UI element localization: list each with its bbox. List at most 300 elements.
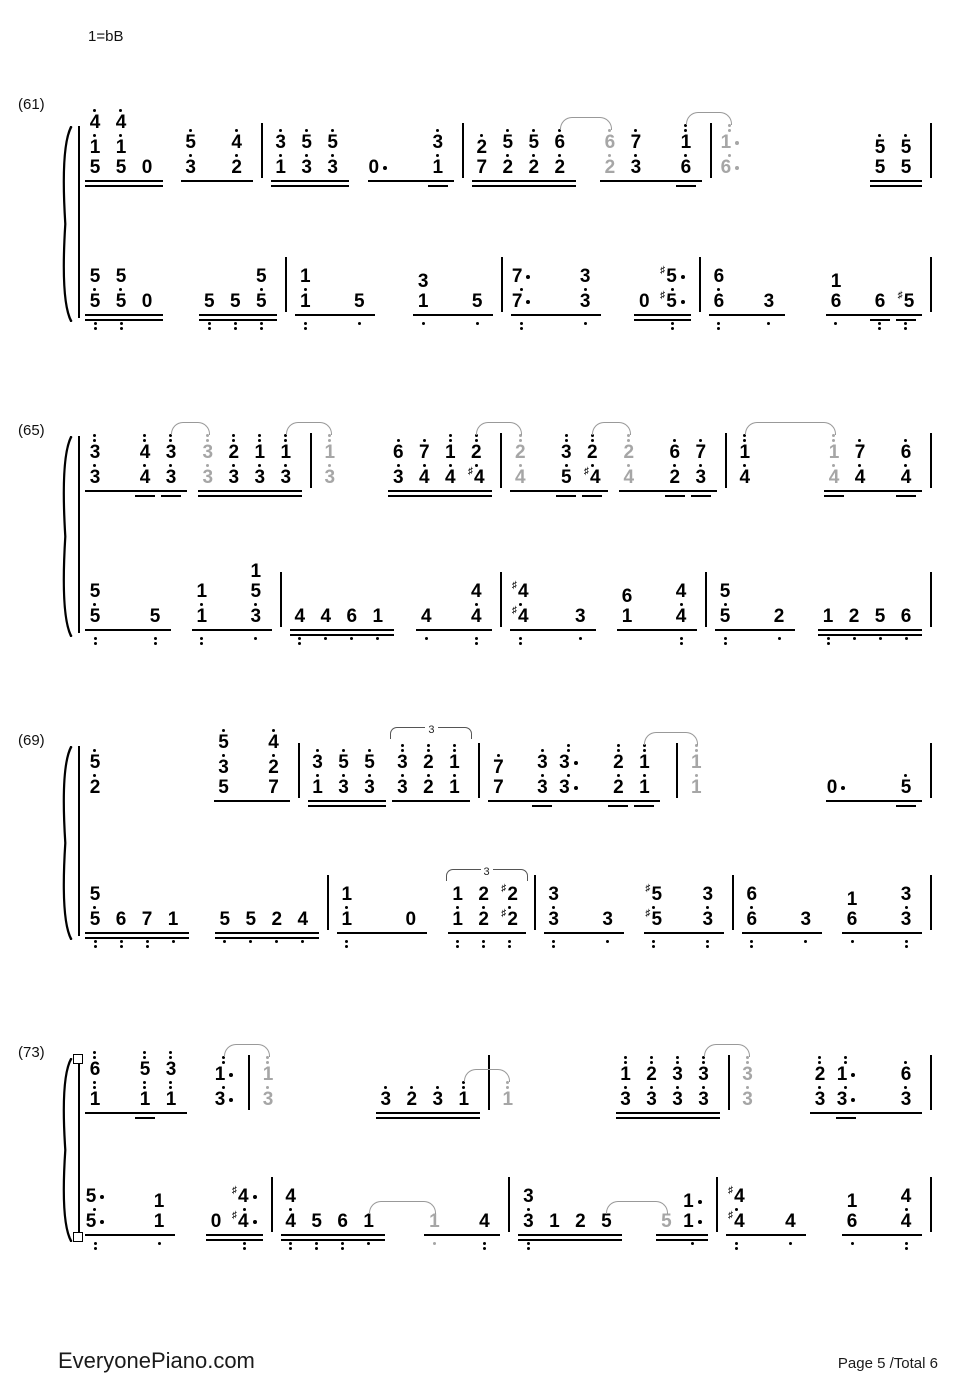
system-start-line [78, 1058, 80, 1238]
octave-dot [223, 940, 226, 943]
octave-dot [304, 327, 307, 330]
octave-dot [671, 322, 674, 325]
note-digitline [901, 607, 912, 627]
chord-note [263, 1055, 274, 1085]
note-digitline [251, 582, 262, 602]
note-digit: 4 [518, 606, 529, 627]
octave-dot [671, 327, 674, 330]
note-digit: 5 [903, 291, 915, 312]
note-digit: 2 [613, 752, 624, 773]
note-digitline [202, 443, 213, 463]
note-digit: 1 [299, 291, 311, 312]
triplet-number: 3 [481, 866, 493, 878]
octave-dots-below [376, 636, 379, 641]
octave-dot [905, 1242, 908, 1245]
note-digit: 5 [301, 132, 312, 153]
staff-lower [85, 866, 940, 946]
main-note [472, 292, 483, 312]
octave-dots-below [508, 939, 511, 949]
tie-arc [644, 732, 698, 745]
beam-group [199, 267, 277, 328]
main-note [523, 1212, 534, 1232]
note-digit: 5 [89, 266, 101, 287]
note-digitline [631, 158, 642, 178]
augmentation-dot [841, 786, 845, 790]
chord-note [831, 272, 842, 292]
note-digitline [268, 778, 279, 798]
note-digitline [364, 778, 375, 798]
note-cell [359, 1212, 379, 1248]
chord-note [338, 748, 349, 773]
note-digitline [646, 1065, 657, 1085]
main-note [823, 607, 834, 627]
note-cell [668, 1055, 688, 1126]
note-digitline [676, 582, 687, 602]
barline [488, 1055, 490, 1110]
note-cell [320, 433, 340, 504]
note-digitline [698, 1090, 709, 1110]
beam-group [448, 866, 526, 946]
note-digitline [338, 753, 349, 773]
tie-arc [286, 422, 332, 435]
beam-line [198, 495, 302, 497]
augmentation-dot [253, 1220, 257, 1224]
octave-dot [676, 1056, 679, 1059]
note-cell [498, 1080, 518, 1126]
note-digitline [669, 443, 680, 463]
note-digit: 7 [419, 442, 430, 463]
note-digitline [721, 158, 740, 178]
note-digit: 5 [89, 581, 101, 602]
beam-group [85, 108, 163, 194]
system-brace [59, 436, 73, 637]
octave-dots-below [367, 1241, 370, 1246]
note-digit: 3 [698, 1089, 709, 1110]
beam-group [85, 433, 187, 504]
chord-note [218, 728, 229, 753]
note-cell [844, 607, 864, 643]
note-digitline [742, 1065, 753, 1085]
note-digitline [116, 138, 127, 158]
note-cell [392, 743, 412, 814]
chord-note [901, 438, 912, 463]
augmentation-dot [100, 1195, 104, 1199]
main-note [901, 607, 912, 627]
beam-line-short [556, 495, 576, 497]
chord-note [698, 1055, 709, 1085]
note-digit: 3 [900, 884, 912, 905]
octave-dot [260, 322, 263, 325]
note-digitline [312, 778, 323, 798]
note-digit: 1 [214, 1064, 226, 1085]
note-digit: 5 [89, 884, 101, 905]
note-digit: 3 [548, 909, 559, 930]
main-note [646, 1085, 657, 1110]
chord-note [502, 128, 513, 153]
note-digitline [405, 910, 416, 930]
tie-arc [560, 117, 612, 130]
note-digitline [295, 607, 306, 627]
octave-dots-below [200, 636, 203, 646]
note-cell [85, 1050, 105, 1126]
note-digitline [397, 778, 408, 798]
note-digitline [512, 292, 531, 312]
note-cell [810, 1055, 830, 1126]
main-note [271, 910, 282, 930]
octave-dots-below [154, 636, 157, 646]
note-digit: 2 [613, 777, 624, 798]
octave-dot [508, 940, 511, 943]
octave-dot [120, 322, 123, 325]
note-cell [826, 272, 846, 328]
note-digitline [691, 778, 702, 798]
chord-note [432, 128, 443, 153]
note-cell [686, 743, 706, 814]
note-cell [111, 910, 131, 946]
barline [462, 123, 464, 178]
chord-note [660, 267, 685, 292]
main-note [831, 292, 842, 312]
octave-dot [243, 1242, 246, 1245]
octave-dot [94, 945, 97, 948]
sharp-sign: ♯ [501, 908, 507, 919]
note-cell [466, 582, 486, 643]
octave-dot [433, 1242, 436, 1245]
main-note [204, 292, 215, 312]
note-digitline [476, 138, 487, 158]
chord-note [197, 582, 208, 607]
note-cell [416, 607, 436, 643]
main-note [86, 1212, 105, 1232]
octave-dots-below [425, 636, 428, 641]
main-note [703, 910, 714, 930]
note-cell [215, 910, 235, 946]
note-digitline [90, 885, 101, 905]
note-cell [206, 1212, 226, 1248]
note-digitline [154, 1212, 165, 1232]
measure [85, 885, 319, 946]
note-digitline [503, 1090, 514, 1110]
note-digitline [672, 1065, 683, 1085]
chord-note [559, 743, 578, 773]
octave-dot [120, 940, 123, 943]
note-cell [715, 582, 735, 643]
main-note [211, 1212, 222, 1232]
note-digit: 1 [363, 1211, 374, 1232]
note-digitline [502, 133, 513, 153]
augmentation-dot [383, 166, 387, 170]
chord-note [154, 1192, 165, 1212]
note-digit: 3 [579, 266, 591, 287]
note-digitline [215, 1065, 234, 1085]
main-note [418, 292, 429, 312]
main-note [312, 773, 323, 798]
note-digit: 1 [620, 1064, 631, 1085]
octave-dots-below [680, 636, 683, 646]
beam-line-short [896, 319, 916, 321]
note-cell [145, 607, 165, 643]
octave-dots-below [724, 636, 727, 646]
main-note [231, 153, 242, 178]
main-note [90, 292, 101, 312]
note-digit: 6 [713, 291, 725, 312]
octave-dots-below [706, 939, 709, 949]
note-digitline [695, 468, 706, 488]
note-digit: 3 [250, 606, 262, 627]
note-digitline [549, 1212, 560, 1232]
note-digit: 3 [275, 132, 286, 153]
barline [310, 433, 312, 488]
beam-group [656, 1192, 708, 1248]
beam-group [810, 1055, 922, 1126]
chord-note [116, 267, 127, 292]
chord-note [631, 128, 642, 153]
main-note [631, 153, 642, 178]
beam-line [85, 319, 163, 321]
note-digit: 2 [268, 757, 279, 778]
note-digitline [695, 443, 706, 463]
octave-dot [834, 322, 837, 325]
beam-group [85, 267, 163, 328]
note-cell [896, 773, 916, 814]
note-cell [826, 778, 846, 814]
note-cell [402, 1085, 422, 1126]
note-digit: 1 [549, 1211, 560, 1232]
note-digitline [419, 443, 430, 463]
note-digitline [478, 885, 489, 905]
octave-dots-below [879, 636, 882, 641]
main-note [739, 463, 750, 488]
note-cell [842, 890, 862, 946]
main-note [397, 773, 408, 798]
main-note [166, 1080, 177, 1110]
octave-dots-below [652, 939, 655, 949]
augmentation-dot [735, 166, 739, 170]
chord-note [742, 1055, 753, 1085]
note-digitline [620, 1090, 631, 1110]
chord-note [423, 743, 434, 773]
note-digit: 2 [554, 157, 566, 178]
note-digit: 3 [579, 291, 591, 312]
note-digit: 2 [669, 467, 681, 488]
note-digitline [639, 753, 650, 773]
octave-dot [143, 434, 146, 437]
chord-note [512, 267, 531, 292]
note-cell [896, 607, 916, 643]
note-digit: 5 [250, 581, 262, 602]
main-note [150, 607, 161, 627]
octave-dot [606, 940, 609, 943]
main-note [90, 773, 101, 798]
note-cell [665, 438, 685, 504]
note-digitline [324, 468, 335, 488]
note-digit: 2 [478, 909, 489, 930]
beam-group [715, 582, 795, 643]
beam-group [644, 885, 724, 946]
octave-dot [298, 642, 301, 645]
main-note [613, 773, 624, 798]
beam-group [85, 1187, 175, 1248]
barline [930, 123, 932, 178]
note-digitline [646, 910, 663, 930]
octave-dot [301, 940, 304, 943]
main-note [232, 1212, 257, 1232]
note-digit: 1 [739, 442, 751, 463]
chord-note [231, 128, 242, 153]
beam-line [510, 629, 596, 631]
note-cell [598, 910, 618, 946]
main-note [368, 158, 387, 178]
tie-arc [369, 1201, 437, 1214]
note-digit: 1 [280, 442, 292, 463]
beam-line [308, 800, 386, 802]
beam-line [281, 1234, 385, 1236]
main-note [285, 1212, 296, 1232]
note-digit: 5 [89, 606, 101, 627]
beam-line-short [691, 495, 711, 497]
chord-note [116, 108, 127, 133]
octave-dot [208, 322, 211, 325]
beam-line [413, 314, 493, 316]
note-cell [735, 433, 755, 504]
octave-dot [527, 1247, 530, 1250]
main-note [405, 910, 416, 930]
augmentation-dot [229, 1098, 233, 1102]
note-cell [448, 885, 468, 946]
chord-note [847, 890, 858, 910]
measure [686, 743, 922, 814]
beam-group [826, 272, 922, 328]
note-digitline [393, 468, 404, 488]
beam-line-short [676, 185, 696, 187]
beam-group [192, 562, 272, 643]
main-note [301, 153, 312, 178]
chord-note [739, 433, 750, 463]
note-cell [575, 267, 595, 328]
note-digit: 6 [900, 606, 912, 627]
note-digitline [714, 267, 725, 287]
note-digit: 2 [575, 1211, 586, 1232]
chord-note [646, 885, 663, 910]
note-cell [428, 1085, 448, 1126]
octave-dot [584, 322, 587, 325]
chord-note [815, 1055, 826, 1085]
note-digitline [559, 753, 578, 773]
main-note [166, 463, 177, 488]
note-digitline [275, 158, 286, 178]
octave-dots-below [120, 321, 123, 331]
note-digit: 2 [507, 909, 518, 930]
main-note [528, 153, 539, 178]
measure [518, 1187, 708, 1248]
note-cell [836, 1055, 856, 1126]
sharp-sign: ♯ [232, 1210, 238, 1221]
note-digitline [849, 607, 860, 627]
octave-dot [706, 940, 709, 943]
note-cell [644, 885, 664, 946]
beam-line [85, 180, 163, 182]
note-digit: 4 [734, 1211, 745, 1232]
note-digitline [855, 443, 866, 463]
main-note [515, 463, 526, 488]
beam-line-short [836, 1117, 856, 1119]
main-note [478, 910, 489, 930]
chord-note [676, 582, 687, 607]
note-digitline [256, 267, 267, 287]
note-cell [642, 1055, 662, 1126]
note-digitline [166, 468, 177, 488]
octave-dot [422, 322, 425, 325]
barline [930, 1177, 932, 1232]
beam-line [518, 1239, 622, 1241]
note-digit: 5 [85, 1211, 97, 1232]
note-digitline [815, 1090, 826, 1110]
chord-note [268, 753, 279, 778]
main-note [116, 292, 127, 312]
note-digit: 6 [720, 157, 732, 178]
note-digit: 0 [141, 157, 153, 178]
main-note [898, 292, 915, 312]
measure [295, 267, 493, 328]
main-note [584, 463, 601, 488]
octave-dots-below [827, 636, 830, 646]
main-note [875, 607, 886, 627]
note-digitline [901, 443, 912, 463]
note-digitline [660, 292, 685, 312]
chord-note [397, 743, 408, 773]
main-note [215, 1085, 234, 1110]
main-note [639, 773, 650, 798]
note-cell [467, 292, 487, 328]
note-digitline [468, 468, 485, 488]
octave-dot [341, 1247, 344, 1250]
note-digitline [471, 582, 482, 602]
note-digit: 2 [423, 752, 434, 773]
beam-group [824, 433, 922, 504]
key-signature: 1=bB [88, 28, 124, 45]
note-digit: 2 [848, 606, 860, 627]
beam-line [656, 1239, 708, 1241]
chord-note [140, 1050, 151, 1080]
note-digitline [301, 158, 312, 178]
barline [930, 743, 932, 798]
note-digitline [478, 910, 489, 930]
note-digitline [337, 1212, 348, 1232]
note-digitline [116, 267, 127, 287]
note-digitline [218, 778, 229, 798]
note-cell [842, 1192, 862, 1248]
note-digitline [703, 885, 714, 905]
beam-line [392, 800, 470, 802]
note-digit: 3 [214, 1089, 226, 1110]
system [18, 702, 940, 946]
beam-group [619, 433, 717, 504]
chord-note [901, 1187, 912, 1212]
note-digitline [90, 468, 101, 488]
chord-note [471, 582, 482, 607]
note-cell [511, 267, 531, 328]
note-digitline [739, 443, 750, 463]
note-digitline [669, 468, 680, 488]
note-digit: 4 [231, 132, 242, 153]
octave-dots-below [519, 636, 522, 646]
beam-line [870, 180, 922, 182]
octave-dots-below [345, 939, 348, 949]
note-cell [769, 607, 789, 643]
note-digitline [449, 778, 460, 798]
beam-line-short [634, 805, 654, 807]
chord-note [90, 748, 101, 773]
